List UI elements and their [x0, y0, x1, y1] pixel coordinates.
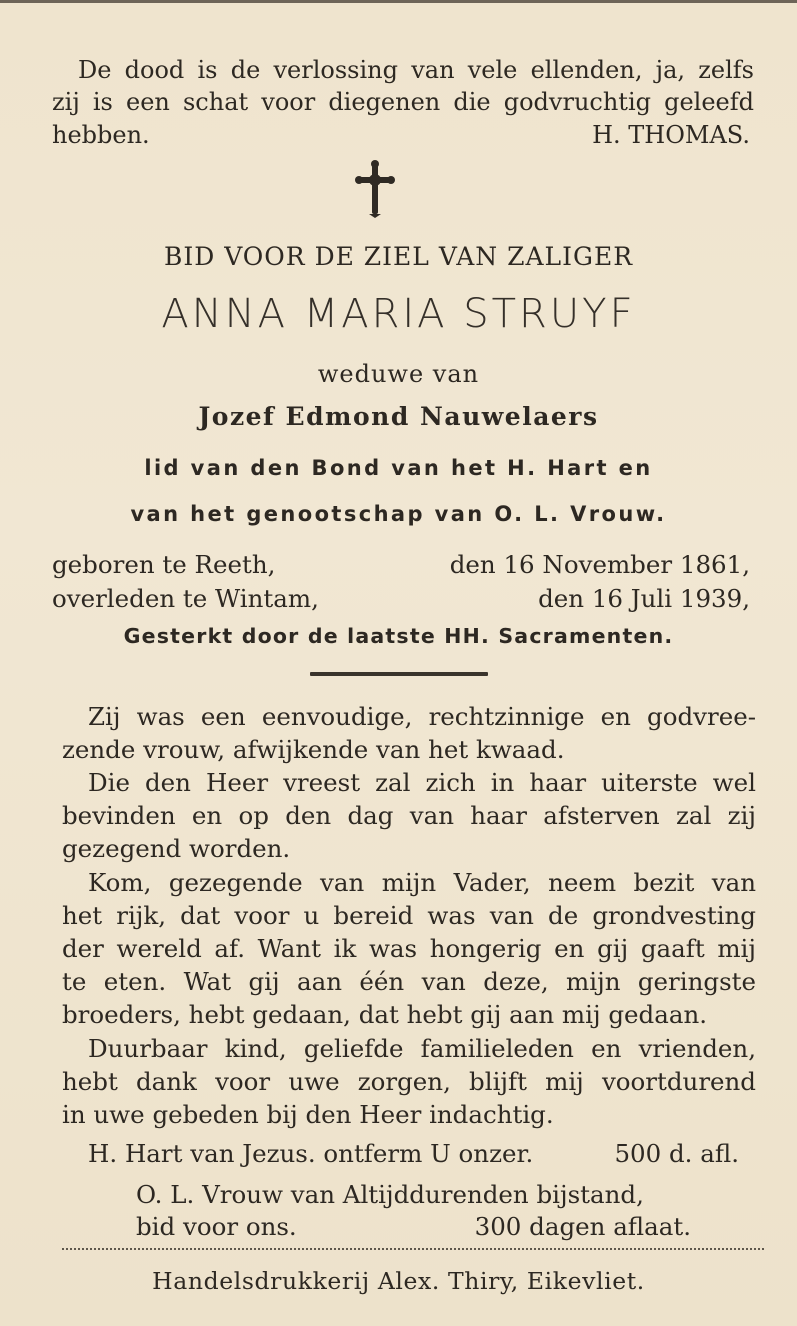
paragraph-2-line-1: Die den Heer vreest zal zich in haar uiterste wel	[88, 768, 756, 797]
ornate-cross-icon	[355, 160, 395, 218]
paragraph-4-line-2: hebt dank voor uwe zorgen, blijft mij voortdurend	[62, 1067, 756, 1096]
paragraph-2-line-2: bevinden en op den dag van haar afsterven zal zij	[62, 801, 756, 830]
pray-for-us: bid voor ons.	[136, 1212, 297, 1241]
paragraph-3-line-2: het rijk, dat voor u bereid was van de grondvesting	[62, 901, 756, 930]
death-date: den 16 Juli 1939,	[538, 584, 750, 613]
top-border	[0, 0, 797, 3]
membership-line-2: van het genootschap van O. L. Vrouw.	[130, 502, 667, 526]
quote-author: H. THOMAS.	[592, 121, 750, 149]
paragraph-1-line-1: Zij was een eenvoudige, rechtzinnige en godvree-	[88, 702, 756, 731]
printer-imprint: Handelsdrukkerij Alex. Thiry, Eikevliet.	[152, 1267, 645, 1295]
birth-place: geboren te Reeth,	[52, 550, 276, 579]
paragraph-3-line-3: der wereld af. Want ik was hongerig en gij gaaft mij	[62, 934, 756, 963]
prayer-heading: BID VOOR DE ZIEL VAN ZALIGER	[163, 242, 634, 271]
our-lady-prayer: O. L. Vrouw van Altijddurenden bijstand,	[136, 1180, 644, 1209]
quote-line-3: hebben.	[52, 121, 150, 149]
dotted-separator	[62, 1248, 764, 1250]
sacred-heart-indulgence: 500 d. afl.	[614, 1139, 739, 1168]
quote-line-1: De dood is de verlossing van vele ellenden, ja, zelfs	[78, 56, 754, 84]
death-place: overleden te Wintam,	[52, 584, 319, 613]
membership-line-1: lid van den Bond van het H. Hart en	[144, 456, 653, 480]
paragraph-3-line-4: te eten. Wat gij aan één van deze, mijn geringste	[62, 967, 756, 996]
deceased-name: ANNA MARIA STRUYF	[161, 291, 636, 337]
widow-of-label: weduwe van	[317, 360, 480, 388]
spouse-name: Jozef Edmond Nauwelaers	[198, 402, 599, 431]
quote-line-2: zij is een schat voor diegenen die godvruchtig geleefd	[52, 88, 754, 116]
paragraph-1-line-2: zende vrouw, afwijkende van het kwaad.	[62, 735, 565, 764]
paragraph-4-line-3: in uwe gebeden bij den Heer indachtig.	[62, 1100, 554, 1129]
sacraments-line: Gesterkt door de laatste HH. Sacramenten.	[123, 624, 674, 648]
paragraph-4-line-1: Duurbaar kind, geliefde familieleden en vrienden,	[88, 1034, 756, 1063]
sacred-heart-prayer: H. Hart van Jezus. ontferm U onzer.	[88, 1139, 534, 1168]
paragraph-2-line-3: gezegend worden.	[62, 834, 291, 863]
our-lady-indulgence: 300 dagen aflaat.	[474, 1212, 691, 1241]
paragraph-3-line-1: Kom, gezegende van mijn Vader, neem bezit van	[88, 868, 756, 897]
separator-rule	[310, 672, 488, 676]
paragraph-3-line-5: broeders, hebt gedaan, dat hebt gij aan mij gedaan.	[62, 1000, 708, 1029]
birth-date: den 16 November 1861,	[449, 550, 750, 579]
